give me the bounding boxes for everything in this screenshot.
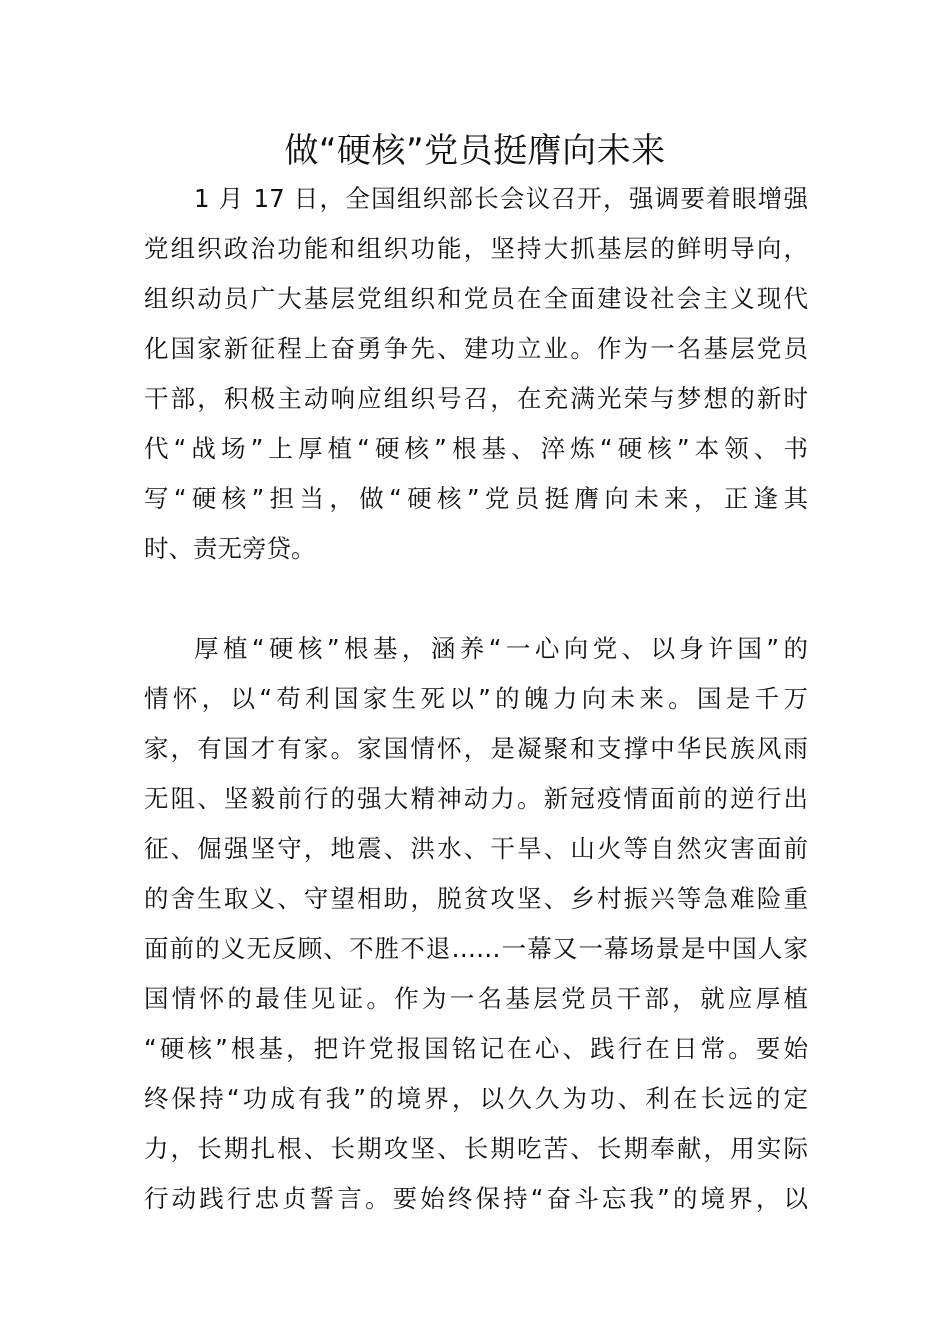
paragraph-line: 写“硬核”担当，做“硬核”党员挺膺向未来，正逢其	[144, 484, 808, 513]
paragraph-1	[144, 174, 808, 574]
paragraph-line: 党组织政治功能和组织功能，坚持大抓基层的鲜明导向，	[144, 234, 808, 263]
paragraph-line: 时、责无旁贷。	[144, 534, 316, 563]
paragraph-line: 力，长期扎根、长期攻坚、长期吃苦、长期奉献，用实际	[144, 1134, 808, 1163]
paragraph-line: 家，有国才有家。家国情怀，是凝聚和支撑中华民族风雨	[144, 734, 808, 763]
paragraph-line: 面前的义无反顾、不胜不退……一幕又一幕场景是中国人家	[144, 934, 808, 963]
paragraph-line: 的舍生取义、守望相助，脱贫攻坚、乡村振兴等急难险重	[144, 884, 808, 913]
paragraph-line: 国情怀的最佳见证。作为一名基层党员干部，就应厚植	[144, 984, 808, 1013]
paragraph-line: 1 月 17 日，全国组织部长会议召开，强调要着眼增强	[194, 184, 808, 213]
paragraph-line: 行动践行忠贞誓言。要始终保持“奋斗忘我”的境界，以	[144, 1184, 808, 1213]
paragraph-line: 厚植“硬核”根基，涵养“一心向党、以身许国”的	[194, 634, 808, 663]
paragraph-line: 征、倔强坚守，地震、洪水、干旱、山火等自然灾害面前	[144, 834, 808, 863]
paragraph-line: 代“战场”上厚植“硬核”根基、淬炼“硬核”本领、书	[144, 434, 808, 463]
paragraph-line: 终保持“功成有我”的境界，以久久为功、利在长远的定	[144, 1084, 808, 1113]
paragraph-2	[144, 624, 808, 1224]
paragraph-line: 无阻、坚毅前行的强大精神动力。新冠疫情面前的逆行出	[144, 784, 808, 813]
paragraph-line: 情怀，以“苟利国家生死以”的魄力向未来。国是千万	[144, 684, 808, 713]
paragraph-line: 组织动员广大基层党组织和党员在全面建设社会主义现代	[144, 284, 808, 313]
paragraph-line: 干部，积极主动响应组织号召，在充满光荣与梦想的新时	[144, 384, 808, 413]
paragraph-line: “硬核”根基，把许党报国铭记在心、践行在日常。要始	[144, 1034, 808, 1063]
document-title: 做“硬核”党员挺膺向未来	[284, 131, 666, 171]
paragraph-line: 化国家新征程上奋勇争先、建功立业。作为一名基层党员	[144, 334, 808, 363]
